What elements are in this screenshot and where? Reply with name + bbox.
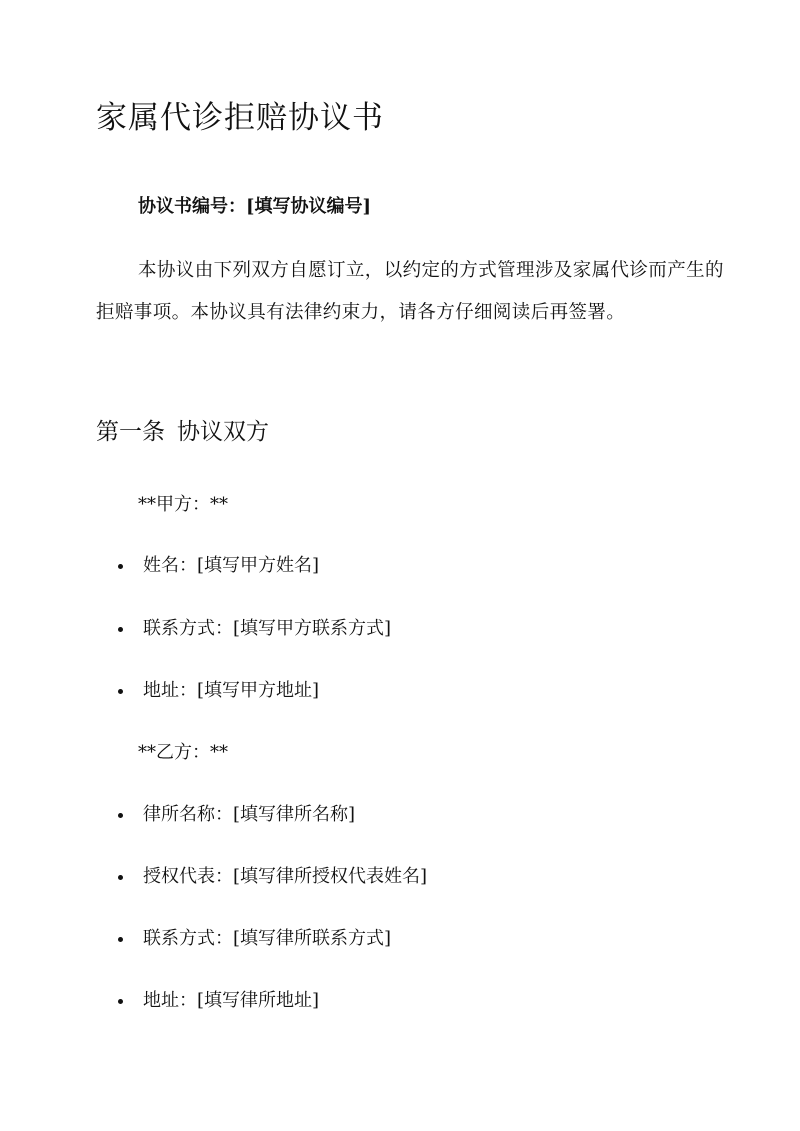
section-heading-parties bbox=[96, 412, 269, 452]
party-b-representative-field: 授权代表：[填写律所授权代表姓名] bbox=[143, 866, 428, 887]
party-a-contact-field: 联系方式：[填写甲方联系方式] bbox=[143, 618, 392, 639]
list-item bbox=[118, 800, 355, 830]
section-number: 第一条 bbox=[96, 419, 165, 445]
document-title: 家属代诊拒赔协议书 bbox=[96, 100, 384, 136]
party-b-address-field: 地址：[填写律所地址] bbox=[143, 990, 320, 1011]
list-item bbox=[118, 986, 319, 1016]
bullet-icon bbox=[118, 937, 123, 942]
list-item bbox=[118, 551, 319, 581]
bullet-icon bbox=[118, 627, 123, 632]
agreement-number-line: 协议书编号：[填写协议编号] bbox=[138, 196, 372, 217]
party-a-name-field: 姓名：[填写甲方姓名] bbox=[143, 555, 320, 576]
bullet-icon bbox=[118, 689, 123, 694]
intro-paragraph: 本协议由下列双方自愿订立，以约定的方式管理涉及家属代诊而产生的拒赔事项。本协议具有法律约束力，请各方仔细阅读后再签署。 bbox=[96, 260, 724, 323]
bullet-icon bbox=[118, 813, 123, 818]
party-b-label: **乙方：** bbox=[138, 742, 228, 763]
party-b-firm-name-field: 律所名称：[填写律所名称] bbox=[143, 804, 356, 825]
list-item bbox=[118, 862, 427, 892]
section-title: 协议双方 bbox=[177, 419, 269, 445]
bullet-icon bbox=[118, 564, 123, 569]
party-b-contact-field: 联系方式：[填写律所联系方式] bbox=[143, 928, 392, 949]
party-a-address-field: 地址：[填写甲方地址] bbox=[143, 680, 320, 701]
list-item bbox=[118, 676, 319, 706]
list-item bbox=[118, 924, 391, 954]
bullet-icon bbox=[118, 875, 123, 880]
list-item bbox=[118, 614, 391, 644]
bullet-icon bbox=[118, 999, 123, 1004]
party-a-label: **甲方：** bbox=[138, 494, 228, 515]
